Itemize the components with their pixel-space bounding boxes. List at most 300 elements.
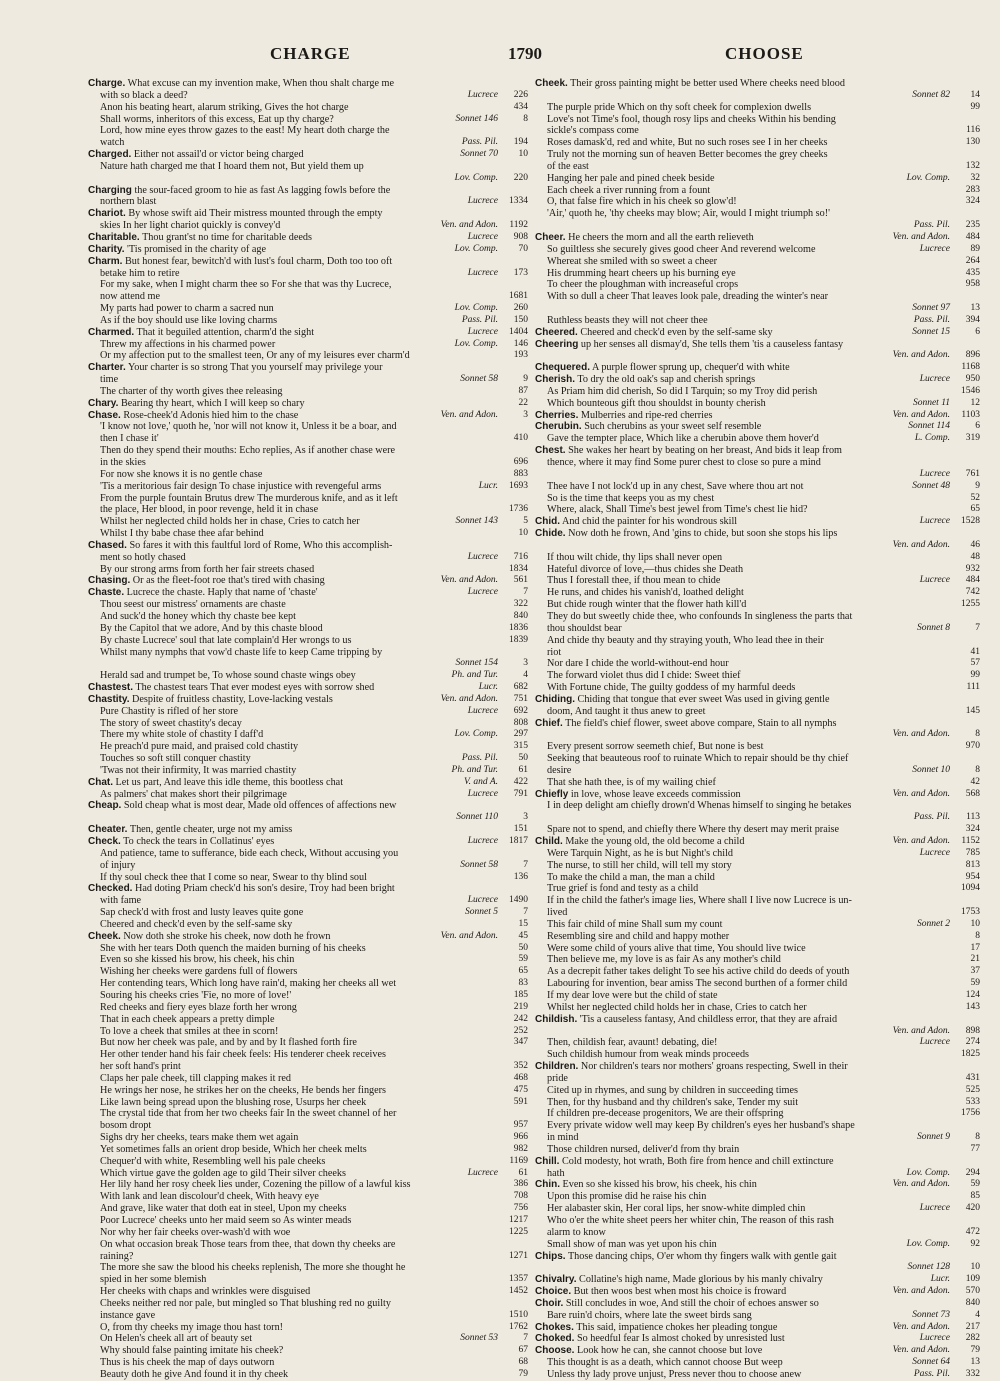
citation-line bbox=[535, 954, 980, 966]
citation-line bbox=[535, 256, 980, 268]
citation-line bbox=[535, 303, 980, 315]
quotation-text bbox=[88, 1073, 498, 1085]
line-number: 742 bbox=[965, 587, 980, 598]
quotation-text bbox=[88, 1274, 498, 1286]
headword-entry bbox=[88, 883, 528, 895]
citation-line bbox=[88, 102, 528, 114]
source-title: Sonnet 114 bbox=[908, 421, 950, 432]
quotation-text bbox=[88, 457, 498, 469]
quotation-text bbox=[535, 1251, 950, 1263]
headword-entry bbox=[88, 327, 528, 339]
line-number: 1834 bbox=[509, 563, 528, 574]
headword: Cheek. bbox=[88, 930, 121, 942]
line-number: 1094 bbox=[961, 883, 980, 894]
line-number: 1693 bbox=[509, 480, 528, 491]
quotation: Nor why her fair cheeks over-wash'd with woe bbox=[100, 1226, 291, 1238]
citation-line bbox=[535, 173, 980, 185]
citation-line bbox=[88, 943, 528, 955]
line-number: 282 bbox=[965, 1333, 980, 1344]
quotation-text bbox=[88, 931, 437, 943]
citation-line bbox=[88, 1061, 528, 1073]
line-number: 70 bbox=[518, 243, 528, 254]
quotation: Thus I forestall thee, if thou mean to chide bbox=[547, 575, 721, 587]
quotation: For my sake, when I might charm thee so For she that was thy Lucrece, bbox=[100, 279, 392, 291]
line-number: 7 bbox=[523, 587, 528, 598]
quotation-text bbox=[535, 374, 916, 386]
line-number: 15 bbox=[518, 918, 528, 929]
quotation: thou shouldst bear bbox=[547, 622, 622, 634]
citation-line bbox=[88, 445, 528, 457]
line-number: 220 bbox=[513, 172, 528, 183]
headword: Choir. bbox=[535, 1297, 564, 1309]
headword-entry bbox=[88, 587, 528, 599]
quotation-text bbox=[88, 1061, 498, 1073]
quotation: Let us part, And leave this idle theme, this bootless chat bbox=[115, 776, 344, 788]
quotation-text bbox=[535, 481, 908, 493]
source-title: Ven. and Adon. bbox=[892, 1286, 950, 1297]
quotation: He runs, and chides his vanish'd, loathed delight bbox=[547, 587, 744, 599]
citation-line bbox=[88, 895, 528, 907]
quotation-text bbox=[535, 244, 916, 256]
quotation-text bbox=[535, 268, 950, 280]
line-number: 17 bbox=[970, 942, 980, 953]
quotation: Spare not to spend, and chiefly there Where thy desert may merit praise bbox=[547, 824, 840, 836]
quotation: If thy soul check thee that I come so near, Swear to thy blind soul bbox=[100, 871, 367, 883]
source-title: Ven. and Adon. bbox=[892, 836, 950, 846]
quotation: Whilst her neglected child holds her in chase, Cries to catch her bbox=[547, 1001, 807, 1013]
line-number: 57 bbox=[970, 658, 980, 669]
quotation: Seeking that beauteous roof to ruinate Which to repair should be thy chief bbox=[547, 753, 849, 765]
quotation-text bbox=[535, 954, 950, 966]
quotation: Lucrece the chaste. Haply that name of 'chaste' bbox=[126, 587, 318, 599]
line-number: 840 bbox=[965, 1297, 980, 1308]
quotation: As palmers' chat makes short their pilgrimage bbox=[100, 788, 287, 800]
quotation: With lank and lean discolour'd cheek, With heavy eye bbox=[100, 1191, 319, 1203]
line-number: 146 bbox=[513, 338, 528, 349]
citation-line bbox=[88, 504, 528, 516]
quotation: The forward violet thus did I chide: Sweet thief bbox=[547, 670, 741, 682]
quotation: Despite of fruitless chastity, Love-lacking vestals bbox=[132, 693, 333, 705]
citation-line bbox=[535, 978, 980, 990]
line-number: 130 bbox=[965, 137, 980, 148]
quotation: His drumming heart cheers up his burning eye bbox=[547, 267, 736, 279]
quotation: raining? bbox=[100, 1250, 134, 1262]
quotation: The field's chief flower, sweet above compare, Stain to all nymphs bbox=[565, 717, 837, 729]
citation-line bbox=[535, 504, 980, 516]
quotation-text bbox=[88, 1322, 498, 1334]
citation-line bbox=[535, 1085, 980, 1097]
source-title: Sonnet 11 bbox=[912, 397, 950, 408]
header-right-guideword: CHOOSE bbox=[725, 44, 804, 63]
citation-line bbox=[535, 1310, 980, 1322]
headword-entry bbox=[535, 1251, 980, 1263]
quotation: Her lily hand her rosy cheek lies under, Cozening the pillow of a lawful kiss bbox=[100, 1179, 411, 1191]
quotation: 'Tis promised in the charity of age bbox=[127, 243, 267, 255]
line-number: 22 bbox=[518, 397, 528, 408]
line-number: 8 bbox=[975, 930, 980, 941]
headword: Chequered. bbox=[535, 362, 591, 374]
quotation: I in deep delight am chiefly drown'd Whenas himself to singing he betakes bbox=[547, 800, 852, 812]
source-title: Lucrece bbox=[467, 788, 498, 799]
quotation: He wrings her nose, he strikes her on the cheeks, He bends her fingers bbox=[100, 1084, 387, 1096]
line-number: 52 bbox=[970, 492, 980, 503]
quotation-text bbox=[535, 611, 950, 623]
quotation-text bbox=[535, 718, 950, 730]
quotation: This fair child of mine Shall sum my count bbox=[547, 918, 723, 930]
quotation-text bbox=[88, 978, 498, 990]
citation-line bbox=[535, 102, 980, 114]
citation-line bbox=[88, 872, 528, 884]
right-column bbox=[535, 78, 980, 1380]
headword: Chastest. bbox=[88, 682, 134, 694]
line-number: 41 bbox=[970, 646, 980, 657]
quotation: of injury bbox=[100, 859, 136, 871]
quotation: They do but sweetly chide thee, who confounds In singleness the parts that bbox=[547, 610, 853, 622]
citation-line bbox=[88, 611, 528, 623]
citation-line bbox=[88, 291, 528, 303]
quotation: Whereat she smiled with so sweet a cheer bbox=[547, 255, 718, 267]
line-number: 8 bbox=[975, 764, 980, 775]
quotation-text bbox=[88, 836, 464, 848]
quotation-text bbox=[88, 718, 498, 730]
line-number: 1825 bbox=[961, 1049, 980, 1060]
line-number: 10 bbox=[970, 918, 980, 929]
quotation: As if the boy should use like loving charms bbox=[100, 314, 278, 326]
quotation: Hateful divorce of love,—thus chides she Death bbox=[547, 563, 744, 575]
quotation-text bbox=[88, 623, 498, 635]
quotation: up her senses all dismay'd, She tells them 'tis a causeless fantasy bbox=[580, 338, 844, 350]
citation-line bbox=[535, 244, 980, 256]
line-number: 274 bbox=[965, 1037, 980, 1048]
line-number: 908 bbox=[513, 231, 528, 242]
citation-line bbox=[88, 173, 528, 185]
quotation: Red cheeks and fiery eyes blaze forth her wrong bbox=[100, 1001, 297, 1013]
line-number: 957 bbox=[513, 1120, 528, 1131]
line-number: 561 bbox=[513, 575, 528, 586]
quotation-text bbox=[88, 1310, 498, 1322]
quotation: To dry the old oak's sap and cherish springs bbox=[577, 374, 756, 386]
headword-entry bbox=[535, 1333, 980, 1345]
quotation-text bbox=[535, 1203, 916, 1215]
headword: Childish. bbox=[535, 1013, 578, 1025]
quotation-text bbox=[88, 954, 498, 966]
source-title: Lucrece bbox=[919, 1333, 950, 1344]
headword-entry bbox=[88, 800, 528, 812]
source-title: Ven. and Adon. bbox=[440, 220, 498, 231]
quotation: To cheer the ploughman with increaseful crops bbox=[547, 279, 739, 291]
citation-line bbox=[88, 303, 528, 315]
quotation: Cold modesty, hot wrath, Both fire from hence and chill extincture bbox=[562, 1155, 834, 1167]
source-title: Ph. and Tur. bbox=[451, 764, 498, 775]
quotation-text bbox=[535, 990, 950, 1002]
quotation: desire bbox=[547, 764, 572, 776]
citation-line bbox=[535, 635, 980, 647]
line-number: 1334 bbox=[509, 196, 528, 207]
source-title: Ven. and Adon. bbox=[440, 409, 498, 420]
left-column bbox=[88, 78, 528, 1380]
line-number: 1836 bbox=[509, 622, 528, 633]
quotation: Whilst I thy babe chase thee afar behind bbox=[100, 528, 264, 540]
quotation-text bbox=[535, 173, 903, 185]
citation-line bbox=[88, 1156, 528, 1168]
quotation-text bbox=[88, 800, 498, 812]
quotation-text bbox=[535, 1156, 950, 1168]
quotation-text bbox=[535, 836, 889, 848]
headword-entry bbox=[88, 410, 528, 422]
line-number: 173 bbox=[513, 267, 528, 278]
quotation-text bbox=[535, 125, 950, 137]
quotation: Collatine's high name, Made glorious by his manly chivalry bbox=[579, 1274, 823, 1286]
quotation-text bbox=[88, 516, 452, 528]
quotation-text bbox=[535, 1274, 927, 1286]
headword-entry bbox=[88, 232, 528, 244]
headword-entry bbox=[88, 777, 528, 789]
quotation: Touches so soft still conquer chastity bbox=[100, 753, 251, 765]
quotation: Mulberries and ripe-red cherries bbox=[580, 409, 713, 421]
quotation-text bbox=[535, 647, 950, 659]
source-title: Sonnet 110 bbox=[456, 812, 498, 823]
source-title: Lucrece bbox=[467, 551, 498, 562]
citation-line bbox=[88, 315, 528, 327]
citation-line bbox=[88, 670, 528, 682]
citation-line bbox=[88, 1298, 528, 1310]
quotation-text bbox=[88, 907, 461, 919]
citation-line bbox=[88, 1286, 528, 1298]
headword: Chat. bbox=[88, 776, 113, 788]
quotation-text bbox=[535, 848, 916, 860]
citation-line bbox=[535, 279, 980, 291]
quotation: Then, gentle cheater, urge not my amiss bbox=[129, 824, 293, 836]
quotation-text bbox=[535, 1061, 950, 1073]
quotation: Or my affection put to the smallest teen, Or any of my leisures ever charm'd bbox=[100, 350, 410, 362]
citation-line bbox=[88, 386, 528, 398]
quotation-text bbox=[535, 789, 889, 801]
quotation: Hanging her pale and pined cheek beside bbox=[547, 172, 715, 184]
quotation-text bbox=[88, 682, 475, 694]
headword-entry bbox=[535, 1061, 980, 1073]
citation-line bbox=[535, 1037, 980, 1049]
citation-line bbox=[535, 90, 980, 102]
quotation-text bbox=[535, 564, 950, 576]
quotation-text bbox=[535, 777, 950, 789]
quotation: O, that false fire which in his cheek so glow'd! bbox=[547, 196, 737, 208]
citation-line bbox=[88, 114, 528, 126]
quotation-text bbox=[535, 362, 950, 374]
line-number: 61 bbox=[518, 764, 528, 775]
quotation: Then, childish fear, avaunt! debating, die! bbox=[547, 1037, 718, 1049]
citation-line bbox=[535, 611, 980, 623]
source-title: Ven. and Adon. bbox=[440, 575, 498, 586]
quotation: Still concludes in woe, And still the choir of echoes answer so bbox=[565, 1297, 819, 1309]
quotation: What excuse can my invention make, When thou shalt charge me bbox=[127, 78, 395, 89]
line-number: 8 bbox=[975, 1132, 980, 1143]
quotation: Even so she kissed his brow, his cheek, his chin bbox=[100, 954, 295, 966]
line-number: 9 bbox=[523, 374, 528, 385]
quotation: Anon his beating heart, alarum striking, Gives the hot charge bbox=[100, 101, 349, 113]
citation-line bbox=[535, 398, 980, 410]
line-number: 42 bbox=[970, 776, 980, 787]
quotation: Lord, how mine eyes throw gazes to the east! My heart doth charge the bbox=[100, 125, 390, 137]
line-number: 10 bbox=[970, 1262, 980, 1273]
headword: Chips. bbox=[535, 1250, 566, 1262]
quotation: Like lawn being spread upon the blushing rose, Usurps her cheek bbox=[100, 1096, 367, 1108]
quotation-text bbox=[88, 1298, 498, 1310]
quotation: northern blast bbox=[100, 196, 157, 208]
headword-entry bbox=[535, 327, 980, 339]
line-number: 716 bbox=[513, 551, 528, 562]
source-title: Sonnet 73 bbox=[912, 1309, 950, 1320]
line-number: 950 bbox=[965, 374, 980, 385]
line-number: 7 bbox=[523, 907, 528, 918]
source-title: Lucrece bbox=[919, 374, 950, 385]
quotation-text bbox=[88, 421, 498, 433]
quotation: Yet sometimes falls an orient drop beside, Which her cheek melts bbox=[100, 1143, 367, 1155]
line-number: 1762 bbox=[509, 1321, 528, 1332]
source-title: Lucr. bbox=[478, 682, 498, 693]
line-number: 1490 bbox=[509, 895, 528, 906]
quotation-text bbox=[535, 256, 950, 268]
quotation: Either not assail'd or victor being charged bbox=[133, 149, 304, 161]
citation-line bbox=[88, 623, 528, 635]
quotation: Look how he can, she cannot choose but love bbox=[577, 1345, 763, 1357]
citation-line bbox=[535, 848, 980, 860]
citation-line bbox=[88, 966, 528, 978]
citation-line bbox=[88, 1357, 528, 1369]
quotation: And chid the painter for his wondrous skill bbox=[561, 516, 738, 528]
citation-line bbox=[88, 1333, 528, 1345]
line-number: 7 bbox=[523, 1333, 528, 1344]
quotation-text bbox=[535, 1049, 950, 1061]
line-number: 422 bbox=[513, 776, 528, 787]
quotation-text bbox=[88, 433, 498, 445]
quotation-text bbox=[88, 729, 451, 741]
quotation-text bbox=[88, 1002, 498, 1014]
quotation-text bbox=[88, 1203, 498, 1215]
headword-entry bbox=[88, 244, 528, 256]
quotation: in love, whose leave exceeds commission bbox=[570, 788, 741, 800]
headword-entry bbox=[535, 339, 980, 351]
quotation-text bbox=[88, 564, 498, 576]
quotation: Nature hath charged me that I hoard them not, But yield them up bbox=[100, 160, 364, 172]
quotation-text bbox=[535, 765, 908, 777]
quotation-text bbox=[88, 90, 464, 102]
citation-line bbox=[535, 315, 980, 327]
source-title: Pass. Pil. bbox=[913, 220, 950, 231]
quotation-text bbox=[535, 706, 950, 718]
quotation: This said, impatience chokes her pleading tongue bbox=[576, 1321, 778, 1333]
source-title: Lucrece bbox=[467, 587, 498, 598]
quotation-text bbox=[535, 78, 950, 90]
quotation-text bbox=[535, 149, 950, 161]
quotation: And patience, tame to sufferance, bide each check, Without accusing you bbox=[100, 847, 399, 859]
quotation: And suck'd the honey which thy chaste bee kept bbox=[100, 610, 296, 622]
quotation: But then woos best when most his choice is froward bbox=[573, 1286, 787, 1298]
quotation-text bbox=[88, 327, 464, 339]
headword-entry bbox=[535, 694, 980, 706]
quotation-text bbox=[535, 824, 950, 836]
citation-line bbox=[88, 1014, 528, 1026]
quotation-text bbox=[88, 1037, 498, 1049]
line-number: 116 bbox=[966, 125, 980, 136]
quotation-text bbox=[88, 706, 464, 718]
line-number: 761 bbox=[965, 468, 980, 479]
quotation: bosom dropt bbox=[100, 1120, 152, 1132]
source-title: Sonnet 48 bbox=[912, 480, 950, 491]
line-number: 8 bbox=[975, 729, 980, 740]
quotation-text bbox=[535, 1322, 889, 1334]
quotation: Herald sad and trumpet be, To whose sound chaste wings obey bbox=[100, 670, 356, 682]
line-number: 1528 bbox=[961, 516, 980, 527]
quotation: Beauty doth he give And found it in thy cheek bbox=[100, 1368, 289, 1380]
quotation: Her other tender hand his fair cheek feels: His tenderer cheek receives bbox=[100, 1049, 386, 1061]
quotation: Shall worms, inheritors of this excess, Eat up thy charge? bbox=[100, 113, 334, 125]
citation-line bbox=[88, 599, 528, 611]
headword-entry bbox=[88, 682, 528, 694]
line-number: 394 bbox=[965, 314, 980, 325]
headword-entry bbox=[535, 232, 980, 244]
line-number: 1404 bbox=[509, 326, 528, 337]
line-number: 932 bbox=[965, 563, 980, 574]
quotation-text bbox=[88, 1333, 456, 1345]
citation-line bbox=[88, 137, 528, 149]
citation-line bbox=[88, 421, 528, 433]
source-title: Ven. and Adon. bbox=[892, 729, 950, 740]
quotation: Whilst many nymphs that vow'd chaste life to keep Came tripping by bbox=[100, 646, 383, 658]
quotation-text bbox=[535, 1357, 908, 1369]
headword-entry bbox=[535, 362, 980, 374]
citation-line bbox=[535, 587, 980, 599]
line-number: 7 bbox=[975, 622, 980, 633]
quotation: Truly not the morning sun of heaven Better becomes the grey cheeks bbox=[547, 149, 828, 161]
quotation: Which bounteous gift thou shouldst in bounty cherish bbox=[547, 397, 766, 409]
line-number: 435 bbox=[965, 267, 980, 278]
citation-line bbox=[88, 481, 528, 493]
line-number: 14 bbox=[970, 89, 980, 100]
quotation-text bbox=[88, 1085, 498, 1097]
citation-line bbox=[88, 516, 528, 528]
line-number: 226 bbox=[513, 89, 528, 100]
quotation: Where, alack, Shall Time's best jewel from Time's chest lie hid? bbox=[547, 504, 808, 516]
quotation: As a decrepit father takes delight To see his active child do deeds of youth bbox=[547, 966, 850, 978]
headword-entry bbox=[88, 256, 528, 268]
quotation-text bbox=[535, 1345, 889, 1357]
headword: Charm. bbox=[88, 255, 123, 267]
line-number: 883 bbox=[513, 468, 528, 479]
quotation: This thought is as a death, which cannot choose But weep bbox=[547, 1357, 783, 1369]
quotation-text bbox=[88, 303, 451, 315]
citation-line bbox=[88, 552, 528, 564]
line-number: 1756 bbox=[961, 1108, 980, 1119]
quotation: riot bbox=[547, 646, 562, 658]
quotation-text bbox=[88, 350, 498, 362]
headword: Cheer. bbox=[535, 231, 566, 243]
source-title: Lov. Comp. bbox=[454, 729, 498, 740]
quotation: the place, Her blood, in poor revenge, held it in chase bbox=[100, 504, 319, 516]
quotation: Her cheeks with chaps and wrinkles were disguised bbox=[100, 1286, 311, 1298]
quotation: Cheeks neither red nor pale, but mingled so That blushing red no guilty bbox=[100, 1297, 391, 1309]
line-number: 533 bbox=[965, 1096, 980, 1107]
source-title: Sonnet 10 bbox=[912, 764, 950, 775]
quotation: 'Tis a meritorious fair design To chase injustice with revengeful arms bbox=[100, 480, 382, 492]
line-number: 1546 bbox=[961, 385, 980, 396]
quotation: Claps her pale cheek, till clapping makes it red bbox=[100, 1072, 291, 1084]
citation-line bbox=[535, 919, 980, 931]
quotation: 'Tis a causeless fantasy, And childless error, that they are afraid bbox=[579, 1013, 838, 1025]
quotation: time bbox=[100, 374, 119, 386]
quotation: But honest fear, bewitch'd with lust's foul charm, Doth too too oft bbox=[125, 255, 393, 267]
line-number: 283 bbox=[965, 184, 980, 195]
source-title: Lov. Comp. bbox=[906, 172, 950, 183]
